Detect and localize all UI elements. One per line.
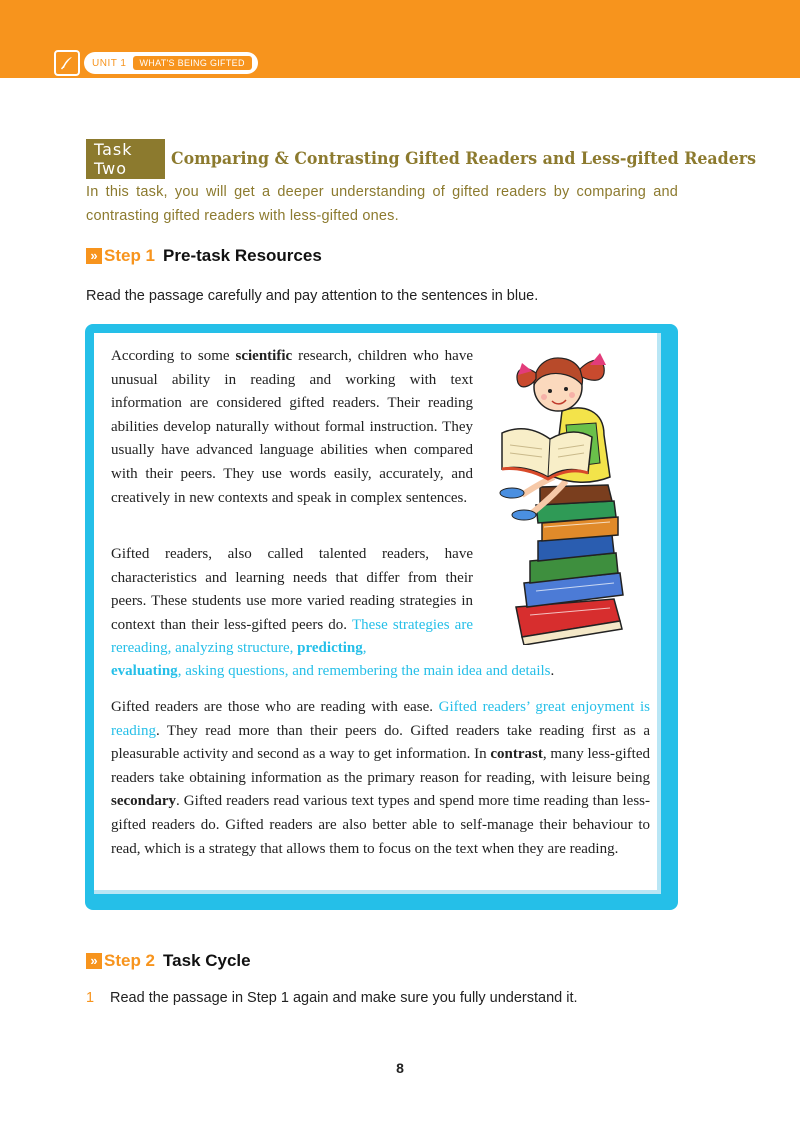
double-chevron-icon: » xyxy=(86,953,102,969)
text-segment: . They read more than their peers do. Gifted readers take reading first as a pleasurable activity and second as a way to get information. In xyxy=(111,722,650,763)
task-intro: In this task, you will get a deeper understanding of gifted readers by comparing and contrasting gifted readers with less-gifted ones. xyxy=(86,184,678,224)
highlighted-text-segment: , xyxy=(362,640,367,657)
quill-pen-icon xyxy=(54,50,80,76)
step1-title: Pre-task Resources xyxy=(163,246,322,265)
step1-label: Step 1 xyxy=(104,246,156,265)
text-segment: , many less-gifted readers take obtaining information as the primary reason for reading, with leisure being xyxy=(111,746,650,786)
highlighted-text-segment: Gifted readers’ great enjoyment is reading xyxy=(111,699,650,739)
task-item xyxy=(86,990,578,1006)
step2-heading xyxy=(86,951,251,971)
bold-text-segment: secondary xyxy=(111,793,176,810)
step1-heading xyxy=(86,246,322,266)
task-heading xyxy=(86,139,800,179)
passage-paragraph-2-continued xyxy=(111,660,651,684)
task-item-text: Read the passage in Step 1 again and make sure you fully understand it. xyxy=(110,990,578,1006)
passage-paragraph-1 xyxy=(111,345,473,510)
text-segment: Gifted readers, also called talented readers, have characteristics and learning needs that differ from their peers. These students use more varied reading strategies in context than their less-gifted peers do. xyxy=(111,546,473,633)
double-chevron-icon: » xyxy=(86,248,102,264)
passage-paragraph-3 xyxy=(111,696,650,861)
text-segment: According to some xyxy=(111,348,236,364)
step1-instruction: Read the passage carefully and pay attention to the sentences in blue. xyxy=(86,288,539,304)
highlighted-text-segment: These strategies are rereading, analyzing structure, xyxy=(111,616,473,657)
step2-label: Step 2 xyxy=(104,951,156,970)
text-segment: . xyxy=(550,663,555,679)
task-badge: Task Two xyxy=(86,139,165,179)
girl-reading-on-books-illustration xyxy=(492,345,632,645)
page-number: 8 xyxy=(396,1060,404,1076)
task-item-number: 1 xyxy=(86,990,95,1006)
unit-pill xyxy=(84,52,258,74)
unit-label: UNIT 1 xyxy=(92,57,127,69)
text-segment: research, children who have unusual ability in reading and working with text information are considered gifted readers. Their reading abilities develop naturally without formal instruction. They usually have advanced language abilities when compared with their peers. They use words easily, accurately, and creatively in new contexts and speak in complex sentences. xyxy=(111,348,473,506)
bold-text-segment: scientific xyxy=(235,348,293,364)
step2-title: Task Cycle xyxy=(163,951,251,970)
text-segment: . Gifted readers read various text types and spend more time reading than less-gifted readers do. Gifted readers are also better able to self-manage their behaviour to read, which is a strategy that allows them to focus on the text when they are reading. xyxy=(111,793,650,857)
passage-paragraph-2 xyxy=(111,543,473,661)
header-band xyxy=(0,0,800,78)
highlighted-text-segment: , asking questions, and remembering the main idea and details xyxy=(177,663,551,679)
highlighted-bold-text-segment: evaluating xyxy=(111,663,178,679)
task-title: Comparing & Contrasting Gifted Readers and Less-gifted Readers xyxy=(170,149,756,169)
text-segment: Gifted readers are those who are reading with ease. xyxy=(111,699,439,715)
highlighted-bold-text-segment: predicting xyxy=(297,640,363,657)
unit-tag xyxy=(54,50,258,76)
bold-text-segment: contrast xyxy=(490,746,543,763)
unit-title: WHAT'S BEING GIFTED xyxy=(133,56,252,70)
